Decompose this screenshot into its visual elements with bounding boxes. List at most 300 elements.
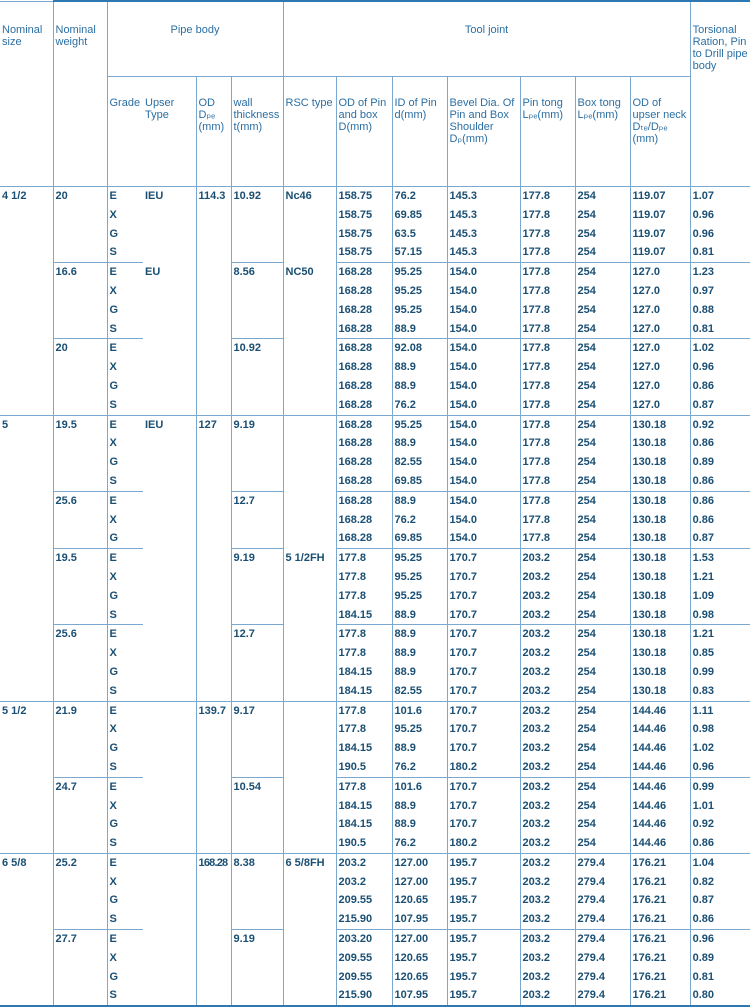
cell-nominal-weight: 25.6 <box>53 625 107 644</box>
cell-upser-type <box>143 511 196 530</box>
cell-box-tong: 254 <box>575 225 630 244</box>
cell-id-pin: 57.15 <box>392 243 447 262</box>
cell-id-pin: 69.85 <box>392 529 447 548</box>
cell-od <box>196 930 231 949</box>
cell-rsc-type: NC50 <box>283 263 336 282</box>
cell-rsc-type <box>283 206 336 225</box>
cell-torsional-ratio: 0.98 <box>690 720 750 739</box>
cell-pin-tong: 203.2 <box>520 873 575 892</box>
cell-pin-tong: 177.8 <box>520 282 575 301</box>
cell-nominal-size <box>0 263 53 282</box>
cell-wall-thickness <box>231 206 283 225</box>
cell-od-upser-neck: 176.21 <box>630 891 690 910</box>
cell-wall-thickness: 10.92 <box>231 187 283 206</box>
cell-rsc-type <box>283 777 336 796</box>
cell-bevel-dia: 154.0 <box>447 491 520 510</box>
cell-id-pin: 88.9 <box>392 625 447 644</box>
cell-grade: G <box>107 739 143 758</box>
cell-grade: X <box>107 434 143 453</box>
cell-bevel-dia: 195.7 <box>447 873 520 892</box>
cell-rsc-type <box>283 720 336 739</box>
cell-torsional-ratio: 0.86 <box>690 377 750 396</box>
cell-wall-thickness <box>231 587 283 606</box>
header-box-tong: Box tong Lₚₑ(mm) <box>575 77 630 187</box>
cell-grade: X <box>107 568 143 587</box>
cell-wall-thickness <box>231 396 283 415</box>
cell-od <box>196 529 231 548</box>
cell-upser-type <box>143 396 196 415</box>
table-row <box>0 491 750 510</box>
cell-pin-tong: 203.2 <box>520 644 575 663</box>
cell-upser-type: IEU <box>143 415 196 434</box>
cell-nominal-size <box>0 891 53 910</box>
table-row <box>0 263 750 282</box>
cell-rsc-type <box>283 282 336 301</box>
cell-wall-thickness <box>231 910 283 929</box>
table-row <box>0 549 750 568</box>
cell-rsc-type <box>283 606 336 625</box>
cell-box-tong: 254 <box>575 434 630 453</box>
cell-id-pin: 63.5 <box>392 225 447 244</box>
cell-box-tong: 254 <box>575 568 630 587</box>
header-id-pin: ID of Pin d(mm) <box>392 77 447 187</box>
cell-rsc-type: Nc46 <box>283 187 336 206</box>
cell-wall-thickness <box>231 644 283 663</box>
cell-wall-thickness <box>231 529 283 548</box>
cell-box-tong: 254 <box>575 663 630 682</box>
cell-upser-type <box>143 549 196 568</box>
table-row <box>0 358 750 377</box>
cell-bevel-dia: 170.7 <box>447 720 520 739</box>
cell-od-pin-box: 168.28 <box>336 434 392 453</box>
table-row <box>0 853 750 872</box>
cell-od-upser-neck: 130.18 <box>630 644 690 663</box>
cell-box-tong: 254 <box>575 815 630 834</box>
cell-rsc-type <box>283 930 336 949</box>
cell-grade: G <box>107 377 143 396</box>
cell-pin-tong: 177.8 <box>520 225 575 244</box>
cell-bevel-dia: 154.0 <box>447 434 520 453</box>
cell-od <box>196 339 231 358</box>
cell-pin-tong: 177.8 <box>520 187 575 206</box>
cell-grade: E <box>107 187 143 206</box>
cell-nominal-size <box>0 682 53 701</box>
cell-wall-thickness: 12.7 <box>231 625 283 644</box>
cell-bevel-dia: 154.0 <box>447 282 520 301</box>
cell-od-pin-box: 177.8 <box>336 587 392 606</box>
cell-nominal-weight <box>53 815 107 834</box>
cell-grade: X <box>107 358 143 377</box>
cell-box-tong: 254 <box>575 377 630 396</box>
cell-upser-type <box>143 301 196 320</box>
cell-id-pin: 88.9 <box>392 815 447 834</box>
cell-pin-tong: 203.2 <box>520 587 575 606</box>
cell-nominal-weight: 21.9 <box>53 701 107 720</box>
cell-nominal-weight <box>53 834 107 853</box>
cell-id-pin: 88.9 <box>392 358 447 377</box>
cell-box-tong: 254 <box>575 339 630 358</box>
cell-od-pin-box: 168.28 <box>336 358 392 377</box>
cell-od-upser-neck: 127.0 <box>630 396 690 415</box>
cell-rsc-type <box>283 358 336 377</box>
cell-bevel-dia: 170.7 <box>447 701 520 720</box>
cell-od: 127 <box>196 415 231 434</box>
cell-bevel-dia: 195.7 <box>447 910 520 929</box>
cell-od-pin-box: 184.15 <box>336 797 392 816</box>
cell-wall-thickness <box>231 968 283 987</box>
cell-id-pin: 69.85 <box>392 472 447 491</box>
cell-od-upser-neck: 119.07 <box>630 187 690 206</box>
cell-od-upser-neck: 127.0 <box>630 320 690 339</box>
cell-od-upser-neck: 176.21 <box>630 949 690 968</box>
cell-od-upser-neck: 144.46 <box>630 815 690 834</box>
cell-nominal-size: 4 1/2 <box>0 187 53 206</box>
table-row <box>0 187 750 206</box>
cell-bevel-dia: 170.7 <box>447 682 520 701</box>
cell-upser-type <box>143 225 196 244</box>
cell-upser-type <box>143 758 196 777</box>
cell-wall-thickness <box>231 377 283 396</box>
cell-rsc-type <box>283 301 336 320</box>
cell-od-upser-neck: 127.0 <box>630 358 690 377</box>
cell-od-upser-neck: 130.18 <box>630 529 690 548</box>
cell-bevel-dia: 154.0 <box>447 529 520 548</box>
cell-nominal-weight <box>53 682 107 701</box>
cell-upser-type <box>143 891 196 910</box>
cell-od-pin-box: 190.5 <box>336 758 392 777</box>
cell-bevel-dia: 170.7 <box>447 644 520 663</box>
table-row <box>0 777 750 796</box>
cell-od-upser-neck: 144.46 <box>630 777 690 796</box>
cell-wall-thickness <box>231 949 283 968</box>
cell-pin-tong: 177.8 <box>520 206 575 225</box>
cell-nominal-weight <box>53 720 107 739</box>
cell-upser-type <box>143 834 196 853</box>
cell-od <box>196 206 231 225</box>
header-od: OD Dₚₑ (mm) <box>196 77 231 187</box>
cell-box-tong: 254 <box>575 206 630 225</box>
cell-bevel-dia: 195.7 <box>447 891 520 910</box>
cell-upser-type <box>143 644 196 663</box>
cell-od-pin-box: 209.55 <box>336 949 392 968</box>
cell-id-pin: 95.25 <box>392 263 447 282</box>
cell-nominal-weight <box>53 472 107 491</box>
cell-rsc-type <box>283 968 336 987</box>
cell-torsional-ratio: 0.81 <box>690 320 750 339</box>
cell-upser-type <box>143 472 196 491</box>
cell-od <box>196 358 231 377</box>
cell-od-pin-box: 184.15 <box>336 739 392 758</box>
cell-nominal-weight <box>53 968 107 987</box>
cell-wall-thickness: 8.38 <box>231 853 283 872</box>
cell-bevel-dia: 154.0 <box>447 263 520 282</box>
cell-nominal-size <box>0 910 53 929</box>
cell-nominal-weight <box>53 663 107 682</box>
cell-bevel-dia: 170.7 <box>447 606 520 625</box>
cell-od-upser-neck: 176.21 <box>630 873 690 892</box>
cell-nominal-size: 6 5/8 <box>0 853 53 872</box>
cell-grade: G <box>107 587 143 606</box>
cell-od-upser-neck: 127.0 <box>630 301 690 320</box>
cell-od-upser-neck: 130.18 <box>630 568 690 587</box>
cell-upser-type <box>143 568 196 587</box>
cell-pin-tong: 203.2 <box>520 797 575 816</box>
cell-od <box>196 301 231 320</box>
cell-grade: X <box>107 873 143 892</box>
cell-od <box>196 243 231 262</box>
cell-torsional-ratio: 0.81 <box>690 968 750 987</box>
cell-od-upser-neck: 130.18 <box>630 453 690 472</box>
cell-torsional-ratio: 0.96 <box>690 930 750 949</box>
cell-od <box>196 891 231 910</box>
cell-nominal-weight <box>53 301 107 320</box>
header-od-upser-neck: OD of upser neck Dₜₑ/Dₚₑ (mm) <box>630 77 690 187</box>
cell-nominal-size <box>0 758 53 777</box>
cell-torsional-ratio: 0.80 <box>690 986 750 1006</box>
cell-upser-type <box>143 339 196 358</box>
cell-od-upser-neck: 144.46 <box>630 758 690 777</box>
table-row <box>0 472 750 491</box>
cell-bevel-dia: 154.0 <box>447 472 520 491</box>
cell-od-pin-box: 177.8 <box>336 625 392 644</box>
cell-box-tong: 254 <box>575 453 630 472</box>
cell-pin-tong: 203.2 <box>520 682 575 701</box>
cell-rsc-type <box>283 834 336 853</box>
cell-id-pin: 95.25 <box>392 282 447 301</box>
cell-nominal-weight: 20 <box>53 339 107 358</box>
cell-rsc-type <box>283 587 336 606</box>
cell-pin-tong: 203.2 <box>520 949 575 968</box>
cell-od-upser-neck: 176.21 <box>630 930 690 949</box>
cell-od <box>196 282 231 301</box>
cell-upser-type <box>143 625 196 644</box>
cell-pin-tong: 177.8 <box>520 396 575 415</box>
cell-nominal-size <box>0 777 53 796</box>
table-row <box>0 206 750 225</box>
table-row <box>0 377 750 396</box>
cell-od <box>196 834 231 853</box>
cell-bevel-dia: 154.0 <box>447 511 520 530</box>
cell-nominal-size <box>0 568 53 587</box>
cell-od <box>196 491 231 510</box>
cell-upser-type: IEU <box>143 187 196 206</box>
cell-rsc-type <box>283 339 336 358</box>
cell-id-pin: 88.9 <box>392 663 447 682</box>
cell-od <box>196 758 231 777</box>
table-row <box>0 453 750 472</box>
cell-grade: E <box>107 701 143 720</box>
cell-box-tong: 279.4 <box>575 853 630 872</box>
cell-wall-thickness <box>231 758 283 777</box>
cell-nominal-size <box>0 720 53 739</box>
cell-od <box>196 225 231 244</box>
cell-nominal-weight <box>53 568 107 587</box>
cell-grade: E <box>107 491 143 510</box>
cell-grade: G <box>107 968 143 987</box>
cell-pin-tong: 203.2 <box>520 853 575 872</box>
cell-upser-type <box>143 777 196 796</box>
cell-wall-thickness <box>231 720 283 739</box>
cell-bevel-dia: 154.0 <box>447 339 520 358</box>
cell-od <box>196 511 231 530</box>
cell-nominal-size <box>0 949 53 968</box>
cell-nominal-weight <box>53 453 107 472</box>
cell-nominal-size <box>0 644 53 663</box>
cell-bevel-dia: 195.7 <box>447 968 520 987</box>
cell-wall-thickness: 12.7 <box>231 491 283 510</box>
cell-pin-tong: 203.2 <box>520 891 575 910</box>
cell-id-pin: 88.9 <box>392 434 447 453</box>
cell-rsc-type <box>283 739 336 758</box>
cell-wall-thickness <box>231 663 283 682</box>
cell-wall-thickness <box>231 472 283 491</box>
cell-grade: X <box>107 206 143 225</box>
cell-nominal-weight <box>53 587 107 606</box>
cell-id-pin: 88.9 <box>392 739 447 758</box>
cell-od-upser-neck: 130.18 <box>630 511 690 530</box>
cell-torsional-ratio: 1.01 <box>690 797 750 816</box>
cell-od-upser-neck: 130.18 <box>630 625 690 644</box>
cell-od <box>196 453 231 472</box>
table-row <box>0 339 750 358</box>
cell-nominal-weight: 19.5 <box>53 415 107 434</box>
cell-box-tong: 254 <box>575 187 630 206</box>
cell-pin-tong: 203.2 <box>520 968 575 987</box>
cell-pin-tong: 177.8 <box>520 529 575 548</box>
cell-bevel-dia: 170.7 <box>447 797 520 816</box>
cell-id-pin: 127.00 <box>392 873 447 892</box>
cell-box-tong: 279.4 <box>575 949 630 968</box>
cell-torsional-ratio: 0.85 <box>690 644 750 663</box>
cell-wall-thickness <box>231 682 283 701</box>
cell-od-pin-box: 177.8 <box>336 777 392 796</box>
cell-wall-thickness <box>231 453 283 472</box>
cell-bevel-dia: 145.3 <box>447 225 520 244</box>
cell-nominal-size <box>0 625 53 644</box>
cell-nominal-size <box>0 320 53 339</box>
cell-od <box>196 663 231 682</box>
cell-box-tong: 254 <box>575 529 630 548</box>
table-row <box>0 891 750 910</box>
cell-id-pin: 69.85 <box>392 206 447 225</box>
cell-grade: G <box>107 301 143 320</box>
cell-id-pin: 76.2 <box>392 511 447 530</box>
cell-nominal-weight <box>53 739 107 758</box>
cell-od-upser-neck: 144.46 <box>630 739 690 758</box>
cell-pin-tong: 203.2 <box>520 720 575 739</box>
cell-od <box>196 739 231 758</box>
cell-od-pin-box: 168.28 <box>336 301 392 320</box>
cell-id-pin: 95.25 <box>392 568 447 587</box>
cell-nominal-size <box>0 587 53 606</box>
cell-upser-type <box>143 358 196 377</box>
cell-torsional-ratio: 0.86 <box>690 472 750 491</box>
cell-od-pin-box: 177.8 <box>336 549 392 568</box>
header-wall-thickness: wall thickness t(mm) <box>231 77 283 187</box>
cell-nominal-weight <box>53 873 107 892</box>
cell-wall-thickness: 9.19 <box>231 415 283 434</box>
cell-id-pin: 107.95 <box>392 910 447 929</box>
cell-wall-thickness <box>231 739 283 758</box>
cell-box-tong: 254 <box>575 797 630 816</box>
cell-bevel-dia: 195.7 <box>447 930 520 949</box>
cell-id-pin: 127.00 <box>392 853 447 872</box>
cell-nominal-size <box>0 358 53 377</box>
cell-od-upser-neck: 144.46 <box>630 701 690 720</box>
cell-grade: S <box>107 910 143 929</box>
cell-torsional-ratio: 0.83 <box>690 682 750 701</box>
cell-id-pin: 88.9 <box>392 377 447 396</box>
cell-nominal-size <box>0 206 53 225</box>
cell-od-upser-neck: 127.0 <box>630 263 690 282</box>
cell-nominal-weight <box>53 396 107 415</box>
table-row <box>0 682 750 701</box>
cell-wall-thickness <box>231 243 283 262</box>
header-od-pin-box: OD of Pin and box D(mm) <box>336 77 392 187</box>
cell-rsc-type: 5 1/2FH <box>283 549 336 568</box>
cell-torsional-ratio: 0.87 <box>690 396 750 415</box>
cell-od-upser-neck: 130.18 <box>630 606 690 625</box>
cell-rsc-type <box>283 568 336 587</box>
cell-rsc-type <box>283 472 336 491</box>
cell-od-upser-neck: 127.0 <box>630 339 690 358</box>
cell-torsional-ratio: 1.09 <box>690 587 750 606</box>
cell-id-pin: 88.9 <box>392 797 447 816</box>
cell-nominal-size <box>0 663 53 682</box>
cell-torsional-ratio: 0.96 <box>690 225 750 244</box>
cell-torsional-ratio: 0.97 <box>690 282 750 301</box>
cell-rsc-type <box>283 225 336 244</box>
cell-pin-tong: 203.2 <box>520 910 575 929</box>
cell-torsional-ratio: 0.96 <box>690 358 750 377</box>
cell-pin-tong: 203.2 <box>520 986 575 1006</box>
cell-wall-thickness <box>231 873 283 892</box>
cell-rsc-type <box>283 320 336 339</box>
header-pipe-body: Pipe body <box>107 1 283 77</box>
cell-od <box>196 777 231 796</box>
cell-od-upser-neck: 130.18 <box>630 549 690 568</box>
cell-bevel-dia: 145.3 <box>447 206 520 225</box>
cell-nominal-size <box>0 301 53 320</box>
cell-nominal-size <box>0 930 53 949</box>
cell-rsc-type <box>283 873 336 892</box>
cell-upser-type <box>143 282 196 301</box>
cell-id-pin: 101.6 <box>392 701 447 720</box>
cell-box-tong: 279.4 <box>575 930 630 949</box>
cell-pin-tong: 203.2 <box>520 663 575 682</box>
cell-pin-tong: 203.2 <box>520 758 575 777</box>
cell-grade: X <box>107 797 143 816</box>
cell-wall-thickness: 10.92 <box>231 339 283 358</box>
cell-rsc-type <box>283 891 336 910</box>
cell-pin-tong: 203.2 <box>520 568 575 587</box>
cell-grade: X <box>107 511 143 530</box>
cell-torsional-ratio: 0.92 <box>690 815 750 834</box>
cell-pin-tong: 177.8 <box>520 453 575 472</box>
cell-id-pin: 107.95 <box>392 986 447 1006</box>
cell-wall-thickness <box>231 797 283 816</box>
cell-od-upser-neck: 119.07 <box>630 225 690 244</box>
cell-box-tong: 254 <box>575 472 630 491</box>
cell-od-pin-box: 177.8 <box>336 568 392 587</box>
cell-wall-thickness: 9.19 <box>231 930 283 949</box>
cell-od-pin-box: 168.28 <box>336 320 392 339</box>
cell-upser-type <box>143 606 196 625</box>
cell-nominal-size <box>0 282 53 301</box>
cell-od-pin-box: 158.75 <box>336 225 392 244</box>
table-row <box>0 968 750 987</box>
cell-rsc-type <box>283 644 336 663</box>
